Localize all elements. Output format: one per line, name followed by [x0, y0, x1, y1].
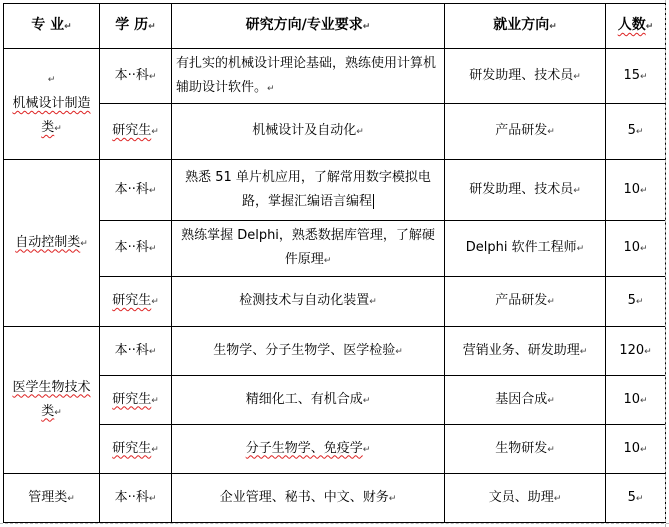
count-cell[interactable]: 10↵ — [606, 376, 666, 425]
employment-cell[interactable]: 研发助理、技术员↵ — [445, 160, 606, 221]
degree-cell[interactable]: 本··科↵ — [100, 160, 172, 221]
degree-cell[interactable]: 本··科↵ — [100, 474, 172, 523]
major-cell[interactable]: 管理类↵ — [4, 474, 100, 523]
degree-cell[interactable]: 研究生↵ — [100, 376, 172, 425]
major-cell[interactable]: 医学生物技术类↵ — [4, 327, 100, 474]
research-cell[interactable]: 熟悉 51 单片机应用，了解常用数字模拟电路，掌握汇编语言编程 — [172, 160, 445, 221]
degree-cell[interactable]: 研究生↵ — [100, 277, 172, 327]
count-cell[interactable]: 10↵ — [606, 221, 666, 277]
table-row — [4, 160, 666, 221]
employment-cell[interactable]: 产品研发↵ — [445, 277, 606, 327]
table-row — [4, 104, 666, 160]
degree-cell[interactable]: 研究生↵ — [100, 425, 172, 474]
employment-cell[interactable]: Delphi 软件工程师↵ — [445, 221, 606, 277]
degree-cell[interactable]: 本··科↵ — [100, 49, 172, 104]
major-cell[interactable]: ↵ 机械设计制造类↵ — [4, 49, 100, 160]
count-cell[interactable]: 5↵ — [606, 474, 666, 523]
degree-cell[interactable]: 本··科↵ — [100, 327, 172, 376]
research-cell[interactable]: 检测技术与自动化装置↵ — [172, 277, 445, 327]
employment-cell[interactable]: 研发助理、技术员↵ — [445, 49, 606, 104]
table-row — [4, 327, 666, 376]
header-degree[interactable]: 学 历↵ — [100, 4, 172, 49]
header-research[interactable]: 研究方向/专业要求↵ — [172, 4, 445, 49]
header-major[interactable]: 专 业↵ — [4, 4, 100, 49]
page-margin-guide — [0, 523, 669, 524]
major-cell[interactable]: 自动控制类↵ — [4, 160, 100, 327]
header-row — [4, 4, 666, 49]
header-employment[interactable]: 就业方向↵ — [445, 4, 606, 49]
employment-cell[interactable]: 文员、助理↵ — [445, 474, 606, 523]
table-row — [4, 277, 666, 327]
table-row — [4, 474, 666, 523]
employment-cell[interactable]: 产品研发↵ — [445, 104, 606, 160]
research-cell[interactable]: 机械设计及自动化↵ — [172, 104, 445, 160]
count-cell[interactable]: 10↵ — [606, 160, 666, 221]
count-cell[interactable]: 10↵ — [606, 425, 666, 474]
employment-cell[interactable]: 营销业务、研发助理↵ — [445, 327, 606, 376]
table-row — [4, 425, 666, 474]
table-row — [4, 221, 666, 277]
table-row — [4, 49, 666, 104]
research-cell[interactable]: 企业管理、秘书、中文、财务↵ — [172, 474, 445, 523]
count-cell[interactable]: 5↵ — [606, 104, 666, 160]
count-cell[interactable]: 120↵ — [606, 327, 666, 376]
research-cell[interactable]: 熟练掌握 Delphi，熟悉数据库管理，了解硬件原理↵ — [172, 221, 445, 277]
employment-cell[interactable]: 生物研发↵ — [445, 425, 606, 474]
count-cell[interactable]: 15↵ — [606, 49, 666, 104]
table-row — [4, 376, 666, 425]
degree-cell[interactable]: 研究生↵ — [100, 104, 172, 160]
research-cell[interactable]: 有扎实的机械设计理论基础，熟练使用计算机辅助设计软件。↵ — [172, 49, 445, 104]
research-cell[interactable]: 分子生物学、免疫学↵ — [172, 425, 445, 474]
header-count[interactable]: 人数↵ — [606, 4, 666, 49]
research-cell[interactable]: 精细化工、有机合成↵ — [172, 376, 445, 425]
page-margin-guide — [665, 0, 666, 527]
research-cell[interactable]: 生物学、分子生物学、医学检验↵ — [172, 327, 445, 376]
count-cell[interactable]: 5↵ — [606, 277, 666, 327]
text-cursor — [373, 194, 374, 209]
employment-table — [3, 3, 666, 523]
employment-cell[interactable]: 基因合成↵ — [445, 376, 606, 425]
degree-cell[interactable]: 本··科↵ — [100, 221, 172, 277]
